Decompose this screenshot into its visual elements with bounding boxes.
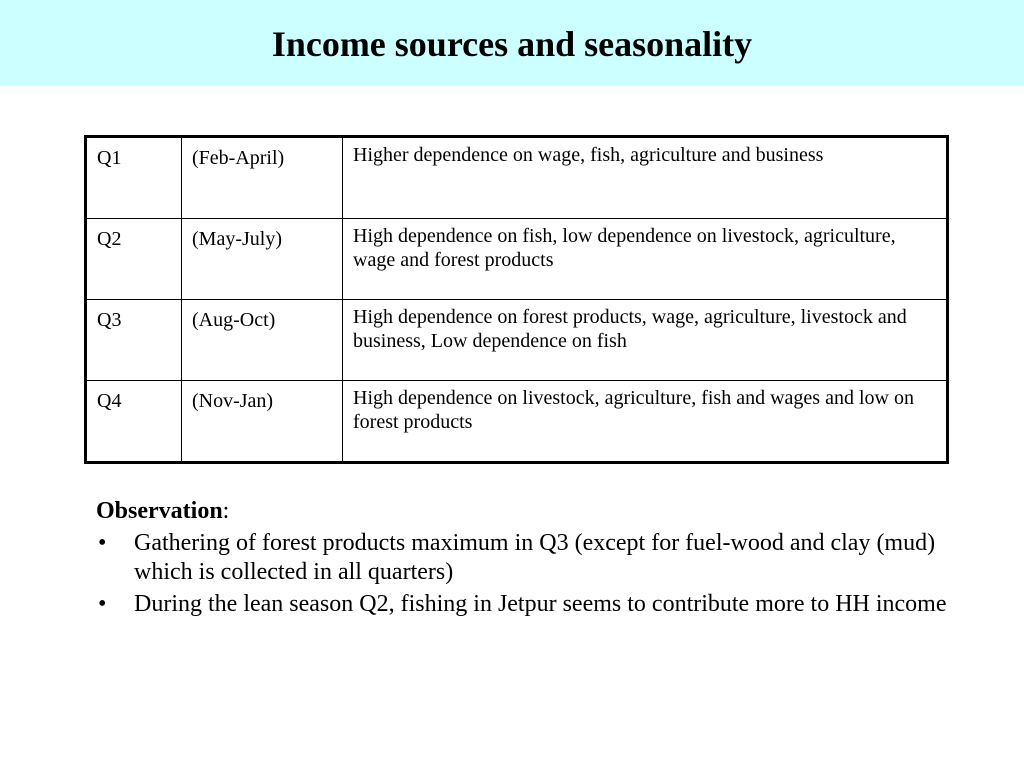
observation-heading-line bbox=[96, 497, 956, 526]
observation-section bbox=[96, 497, 956, 622]
description-cell: High dependence on forest products, wage, agriculture, livestock and business, Low dependence on fish bbox=[343, 300, 948, 381]
period-cell: (Feb-April) bbox=[182, 137, 343, 219]
bullet-icon: • bbox=[98, 591, 107, 617]
observation-list bbox=[96, 529, 956, 619]
quarter-cell: Q2 bbox=[86, 219, 182, 300]
period-cell: (Nov-Jan) bbox=[182, 381, 343, 463]
table-row bbox=[86, 381, 948, 463]
observation-heading: Observation bbox=[96, 498, 223, 524]
bullet-text: During the lean season Q2, fishing in Jetpur seems to contribute more to HH income bbox=[134, 591, 947, 617]
table-row bbox=[86, 137, 948, 219]
description-cell: High dependence on fish, low dependence on livestock, agriculture, wage and forest products bbox=[343, 219, 948, 300]
description-cell: High dependence on livestock, agriculture, fish and wages and low on forest products bbox=[343, 381, 948, 463]
observation-colon: : bbox=[222, 498, 230, 524]
list-item bbox=[96, 529, 956, 587]
quarter-cell: Q1 bbox=[86, 137, 182, 219]
table-row bbox=[86, 219, 948, 300]
bullet-text: Gathering of forest products maximum in Q3 (except for fuel-wood and clay (mud) which is collected in all quarters) bbox=[134, 530, 936, 585]
quarter-cell: Q3 bbox=[86, 300, 182, 381]
description-cell: Higher dependence on wage, fish, agriculture and business bbox=[343, 137, 948, 219]
period-cell: (May-July) bbox=[182, 219, 343, 300]
list-item bbox=[96, 590, 956, 619]
seasonality-table bbox=[84, 135, 949, 464]
slide-title: Income sources and seasonality bbox=[271, 24, 753, 64]
table-row bbox=[86, 300, 948, 381]
quarter-cell: Q4 bbox=[86, 381, 182, 463]
bullet-icon: • bbox=[98, 530, 107, 556]
period-cell: (Aug-Oct) bbox=[182, 300, 343, 381]
